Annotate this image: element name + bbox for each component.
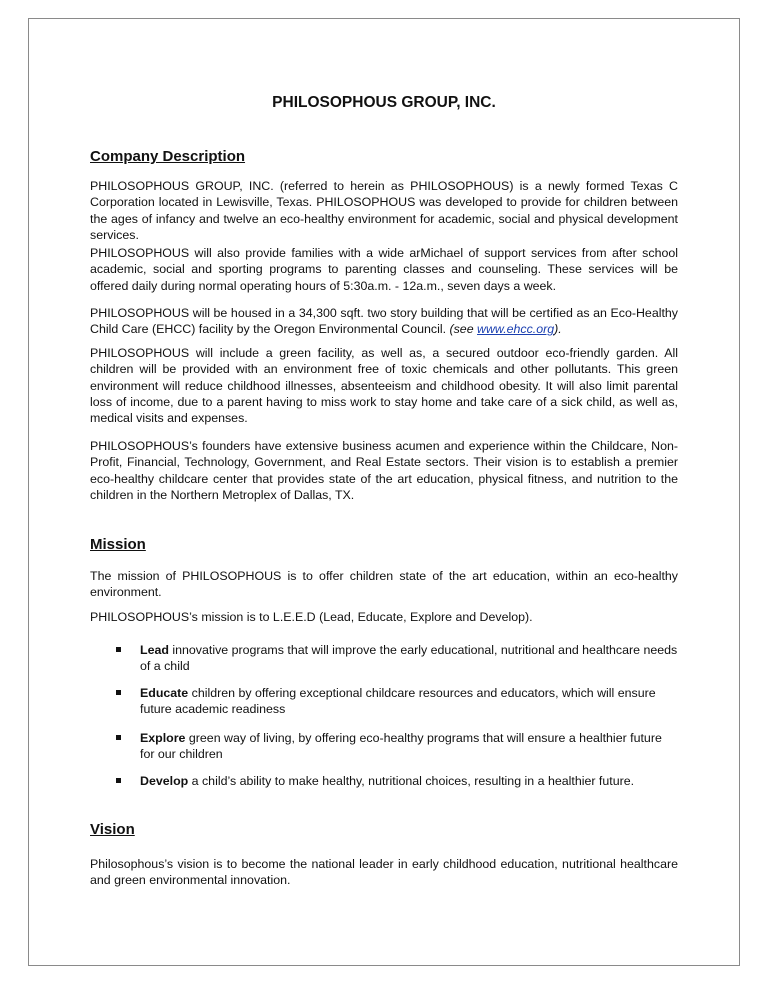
bullet-text: a child’s ability to make healthy, nutritional choices, resulting in a healthier future.: [188, 774, 635, 788]
company-paragraph-3-text: PHILOSOPHOUS will be housed in a 34,300 sqft. two story building that will be certified as an Eco-Healthy Child Care (EHCC) facility by the Oregon Environmental Council.: [90, 306, 678, 337]
mission-heading: Mission: [90, 536, 146, 553]
bullet-square-icon: [116, 778, 121, 783]
mission-paragraph-2: PHILOSOPHOUS’s mission is to L.E.E.D (Lead, Educate, Explore and Develop).: [90, 610, 533, 624]
vision-heading: Vision: [90, 821, 135, 838]
bullet-square-icon: [116, 690, 121, 695]
bullet-bold: Explore: [140, 731, 186, 745]
bullet-item: [116, 730, 678, 763]
bullet-square-icon: [116, 647, 121, 652]
bullet-item: [116, 773, 678, 789]
document-title: PHILOSOPHOUS GROUP, INC.: [272, 94, 496, 111]
bullet-text: children by offering exceptional childcare resources and educators, which will ensure future academic readiness: [140, 686, 656, 717]
company-paragraph-1: PHILOSOPHOUS GROUP, INC. (referred to herein as PHILOSOPHOUS) is a newly formed Texas C Corporation located in Lewisville, Texas. PHILOSOPHOUS was developed to provide for children between the ages of infancy and twelve an eco-healthy environment for academic, social and physical development services.: [90, 179, 678, 242]
vision-paragraph: Philosophous’s vision is to become the national leader in early childhood education, nutritional healthcare and green environmental innovation.: [90, 857, 678, 888]
bullet-item: [116, 642, 678, 675]
company-paragraph-2: PHILOSOPHOUS will also provide families with a wide arMichael of support services from after school academic, social and sporting programs to parenting classes and counseling. These services will be offered daily during normal operating hours of 5:30a.m. - 12a.m., seven days a week.: [90, 246, 678, 293]
see-suffix: ).: [554, 322, 562, 337]
see-prefix: (see: [449, 322, 478, 337]
company-paragraph-4: PHILOSOPHOUS will include a green facility, as well as, a secured outdoor eco-friendly garden. All children will be provided with an environment free of toxic chemicals and other pollutants. This green environment will reduce childhood illnesses, absenteeism and childhood obesity. It will also limit parental loss of income, due to a parent having to miss work to stay home and take care of a sick child, as well as, medical visits and expenses.: [90, 346, 678, 426]
company-paragraph-5: PHILOSOPHOUS’s founders have extensive business acumen and experience within the Childcare, Non-Profit, Financial, Technology, Government, and Real Estate sectors. Their vision is to establish a premier eco-healthy childcare center that provides state of the art education, physical fitness, and nutrition to the children in the Northern Metroplex of Dallas, TX.: [90, 439, 678, 502]
company-paragraph-3: [90, 305, 678, 338]
bullet-text: innovative programs that will improve the early educational, nutritional and healthcare needs of a child: [140, 643, 678, 674]
ehcc-link[interactable]: www.ehcc.org: [477, 322, 555, 337]
bullet-text: green way of living, by offering eco-healthy programs that will ensure a healthier future for our children: [140, 731, 662, 762]
mission-paragraph-1: The mission of PHILOSOPHOUS is to offer children state of the art education, within an eco-healthy environment.: [90, 569, 678, 600]
bullet-bold: Lead: [140, 643, 169, 657]
company-description-heading: Company Description: [90, 148, 246, 165]
bullet-square-icon: [116, 735, 121, 740]
bullet-item: [116, 685, 678, 718]
bullet-bold: Develop: [140, 774, 189, 788]
bullet-bold: Educate: [140, 686, 189, 700]
